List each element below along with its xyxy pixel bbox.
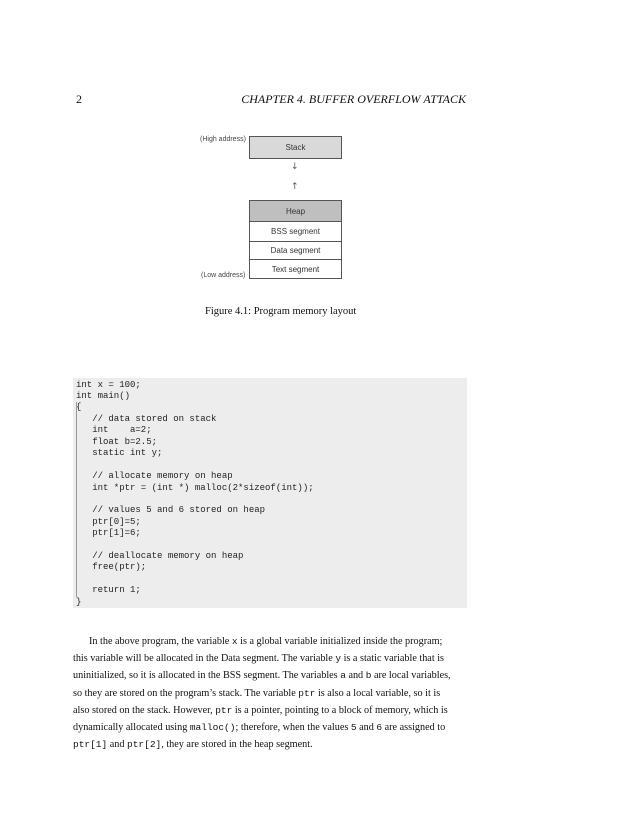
paragraph-line: dynamically allocated using malloc(); therefore, when the values 5 and 6 are assigned to: [73, 722, 446, 734]
code-line: // data stored on stack: [76, 414, 217, 424]
paragraph-line: this variable will be allocated in the Data segment. The variable y is a static variable that is: [73, 653, 445, 664]
code-line: // deallocate memory on heap: [76, 551, 244, 561]
bss-segment: [249, 222, 342, 242]
low-address-label: (Low address): [201, 272, 246, 279]
data-label: Data segment: [270, 246, 321, 255]
high-address-label: (High address): [200, 136, 246, 143]
code-line: static int y;: [76, 448, 163, 458]
figure-caption: Figure 4.1: Program memory layout: [205, 306, 357, 317]
page-number: 2: [76, 92, 82, 106]
heap-label: Heap: [285, 206, 306, 216]
paragraph-line: uninitialized, so it is allocated in the BSS segment. The variables a and b are local variables,: [73, 670, 451, 682]
code-line: ptr[1]=6;: [76, 528, 141, 538]
paragraph-line: ptr[1] and ptr[2], they are stored in the heap segment.: [73, 739, 313, 751]
code-line: int main(): [76, 391, 131, 401]
code-line: // allocate memory on heap: [76, 471, 233, 481]
arrow-up-icon: ↑: [291, 182, 299, 192]
stack-segment: [249, 136, 342, 159]
heap-segment: [249, 200, 342, 222]
bss-label: BSS segment: [271, 227, 320, 236]
paragraph-line: so they are stored on the program’s stack. The variable ptr is also a local variable, so it is: [73, 687, 441, 699]
body-paragraph-cont: [73, 650, 467, 754]
code-line: int *ptr = (int *) malloc(2*sizeof(int));: [76, 483, 314, 493]
chapter-title: CHAPTER 4. BUFFER OVERFLOW ATTACK: [241, 92, 466, 106]
code-line: int x = 100;: [76, 380, 141, 390]
code-line: free(ptr);: [76, 562, 147, 572]
code-line: {: [76, 402, 82, 412]
text-label: Text segment: [271, 264, 320, 274]
text-segment: [249, 260, 342, 279]
stack-label: Stack: [285, 143, 306, 152]
paragraph-line: also stored on the stack. However, ptr is a pointer, pointing to a block of memory, which is: [73, 704, 448, 716]
data-segment: [249, 242, 342, 260]
arrow-down-icon: ↓: [291, 162, 299, 172]
code-line: // values 5 and 6 stored on heap: [76, 505, 266, 515]
code-line: ptr[0]=5;: [76, 517, 141, 527]
code-line: return 1;: [76, 585, 141, 595]
code-line: float b=2.5;: [76, 437, 158, 447]
paragraph-line: In the above program, the variable x is a global variable initialized inside the program;: [89, 636, 443, 647]
code-line: int a=2;: [76, 425, 152, 435]
code-line: }: [76, 597, 82, 607]
body-paragraph: [73, 633, 467, 650]
